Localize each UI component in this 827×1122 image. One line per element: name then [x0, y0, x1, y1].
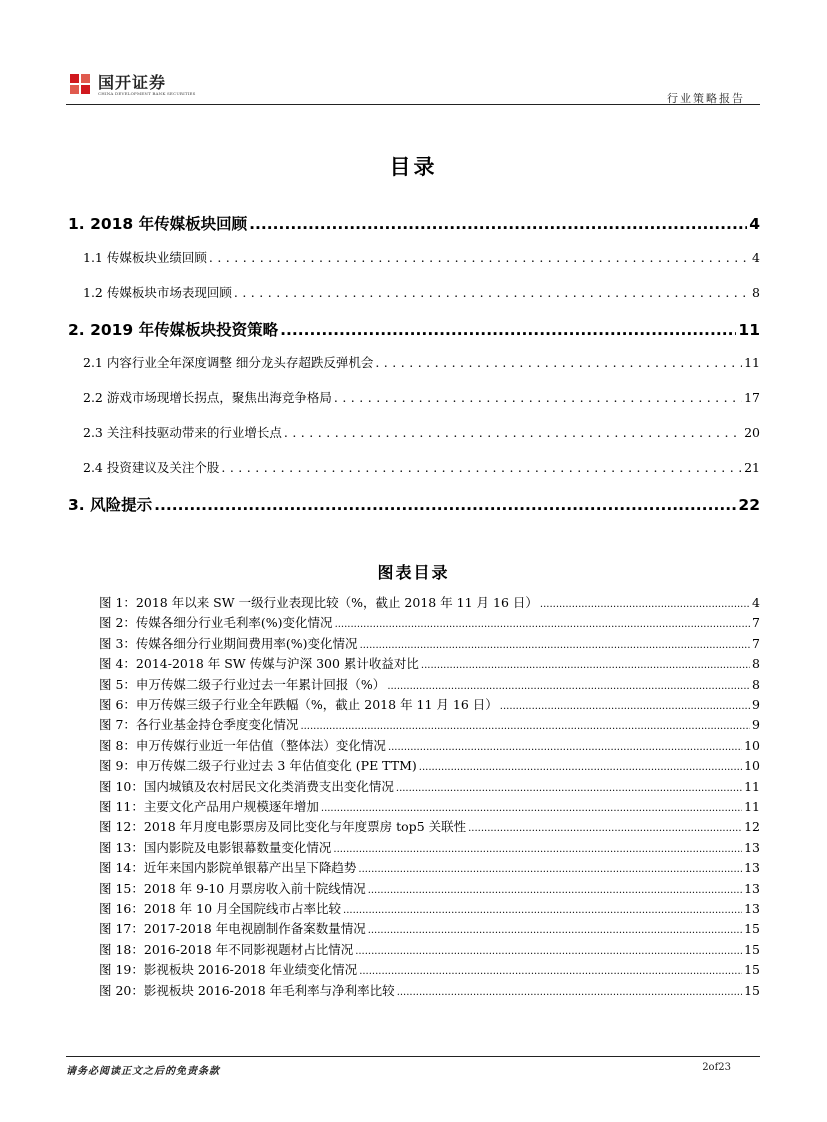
figure-entry-label: 图 13：国内影院及电影银幕数量变化情况 — [99, 839, 332, 855]
figure-entry-label: 图 5：申万传媒二级子行业过去一年累计回报（%） — [99, 676, 386, 692]
figure-leader — [321, 803, 742, 814]
toc-entry[interactable] — [83, 388, 760, 406]
toc-entry-label: 1.1 传媒板块业绩回顾 — [83, 250, 207, 265]
figure-entry-label: 图 11：主要文化产品用户规模逐年增加 — [99, 799, 319, 814]
report-type: 行业策略报告 — [667, 92, 745, 105]
toc-entry[interactable] — [68, 212, 760, 234]
figure-entry[interactable] — [99, 981, 760, 1001]
figure-leader — [333, 844, 742, 855]
figure-leader — [419, 762, 742, 773]
figure-leader — [359, 966, 742, 977]
toc-entry[interactable] — [83, 283, 760, 301]
toc-entry-label: 2.2 游戏市场现增长拐点，聚焦出海竞争格局 — [83, 390, 332, 405]
figure-entry-page: 9 — [752, 697, 760, 712]
toc-entry-page: 8 — [752, 285, 760, 300]
figure-entry[interactable] — [99, 634, 760, 654]
figure-entry-page: 13 — [744, 860, 760, 876]
figure-leader — [335, 619, 750, 630]
company-logo — [70, 74, 196, 98]
figure-leader — [468, 823, 742, 834]
figure-entry-page: 15 — [744, 982, 760, 998]
toc-entry[interactable] — [68, 493, 760, 515]
toc-entry-label: 2.1 内容行业全年深度调整 细分龙头存超跌反弹机会 — [83, 355, 374, 370]
figure-entry-page: 15 — [744, 962, 760, 978]
figure-entry-page: 11 — [744, 778, 760, 794]
toc-entry-page: 21 — [744, 460, 760, 475]
figure-entry-label: 图 9：申万传媒二级子行业过去 3 年估值变化 (PE TTM) — [99, 758, 417, 774]
figure-leader — [358, 864, 742, 875]
header-divider — [66, 104, 760, 105]
page-indicator: 2of23 — [702, 1062, 731, 1073]
toc-entry-page: 11 — [744, 355, 760, 370]
figure-entry-label: 图 3：传媒各细分行业期间费用率(%)变化情况 — [99, 635, 358, 651]
figure-entry[interactable] — [99, 593, 760, 613]
toc-leader — [234, 285, 750, 300]
toc-title: 目录 — [389, 155, 438, 179]
figure-entry-label: 图 20：影视板块 2016-2018 年毛利率与净利率比较 — [99, 982, 395, 998]
figure-leader — [500, 701, 750, 712]
figure-entry-page: 13 — [744, 880, 760, 896]
logo-mark-icon — [70, 74, 92, 96]
toc-entry-page: 11 — [738, 321, 760, 339]
toc-entry-page: 17 — [744, 390, 760, 405]
figure-entry-label: 图 15：2018 年 9-10 月票房收入前十院线情况 — [99, 880, 366, 896]
figure-leader — [368, 925, 742, 936]
figure-entry[interactable] — [99, 777, 760, 797]
figure-leader — [388, 742, 742, 753]
figure-leader — [355, 946, 742, 957]
figure-entry-label: 图 12：2018 年月度电影票房及同比变化与年度票房 top5 关联性 — [99, 819, 467, 835]
figure-leader — [540, 599, 750, 610]
toc-entry[interactable] — [83, 353, 760, 371]
figure-entry[interactable] — [99, 613, 760, 633]
figure-leader — [343, 905, 742, 916]
figure-entry[interactable] — [99, 817, 760, 837]
figure-leader — [368, 885, 742, 896]
figure-entry-label: 图 1：2018 年以来 SW 一级行业表现比较（%，截止 2018 年 11 月 16 日） — [99, 595, 538, 610]
toc-entry[interactable] — [68, 318, 760, 340]
figure-entry-label: 图 17：2017-2018 年电视剧制作备案数量情况 — [99, 921, 366, 937]
figure-list-title: 图表目录 — [377, 563, 450, 582]
figure-entry[interactable] — [99, 940, 760, 960]
toc-leader — [209, 250, 750, 265]
figure-entry[interactable] — [99, 756, 760, 776]
figure-entry[interactable] — [99, 675, 760, 695]
figure-entry-page: 9 — [752, 717, 760, 733]
figure-entry-page: 10 — [744, 758, 760, 774]
figure-leader — [387, 681, 750, 692]
toc-entry-label: 1. 2018 年传媒板块回顾 — [68, 215, 248, 233]
figure-entry[interactable] — [99, 919, 760, 939]
figure-entry[interactable] — [99, 899, 760, 919]
figure-entry-page: 13 — [744, 901, 760, 916]
toc-leader — [334, 390, 742, 405]
figure-entry-label: 图 14：近年来国内影院单银幕产出呈下降趋势 — [99, 860, 357, 876]
toc-entry-page: 4 — [752, 250, 760, 265]
figure-entry-page: 11 — [744, 799, 760, 814]
figure-entry[interactable] — [99, 858, 760, 878]
figure-entry-page: 8 — [752, 656, 760, 672]
figure-entry-page: 15 — [744, 921, 760, 937]
figure-entry[interactable] — [99, 960, 760, 980]
figure-entry-page: 4 — [752, 595, 760, 610]
figure-entry-label: 图 18：2016-2018 年不同影视题材占比情况 — [99, 941, 354, 957]
footer-divider — [66, 1056, 760, 1057]
footer-disclaimer: 请务必阅读正文之后的免责条款 — [66, 1066, 220, 1077]
toc-entry-page: 22 — [738, 496, 760, 514]
figure-entry[interactable] — [99, 879, 760, 899]
figure-entry-label: 图 7：各行业基金持仓季度变化情况 — [99, 717, 299, 733]
figure-entry-label: 图 2：传媒各细分行业毛利率(%)变化情况 — [99, 615, 333, 631]
figure-entry[interactable] — [99, 797, 760, 817]
figure-entry-page: 13 — [744, 839, 760, 855]
toc-leader — [284, 425, 742, 440]
figure-entry-label: 图 19：影视板块 2016-2018 年业绩变化情况 — [99, 962, 358, 978]
logo-subtitle: CHINA DEVELOPMENT BANK SECURITIES — [98, 91, 196, 96]
toc-entry-label: 2.3 关注科技驱动带来的行业增长点 — [83, 425, 282, 440]
figure-entry-label: 图 8：申万传媒行业近一年估值（整体法）变化情况 — [99, 737, 386, 753]
toc-entry-label: 1.2 传媒板块市场表现回顾 — [83, 285, 232, 300]
figure-entry-page: 7 — [752, 635, 760, 651]
toc-entry-label: 2. 2019 年传媒板块投资策略 — [68, 321, 279, 339]
toc-leader — [221, 460, 742, 475]
toc-entry-page: 20 — [744, 425, 760, 440]
figure-entry-label: 图 4：2014-2018 年 SW 传媒与沪深 300 累计收益对比 — [99, 656, 419, 672]
toc-entry[interactable] — [83, 423, 760, 441]
figure-leader — [396, 783, 742, 794]
toc-entry-label: 3. 风险提示 — [68, 496, 153, 514]
toc-leader — [375, 355, 742, 370]
figure-entry-page: 15 — [744, 941, 760, 957]
figure-entry[interactable] — [99, 715, 760, 735]
toc-entry[interactable] — [83, 458, 760, 476]
toc-entry-label: 2.4 投资建议及关注个股 — [83, 460, 220, 475]
figure-entry[interactable] — [99, 654, 760, 674]
toc-leader — [154, 496, 736, 514]
toc-leader — [249, 215, 747, 233]
figure-entry-page: 12 — [744, 819, 760, 835]
figure-leader — [421, 660, 750, 671]
logo-name: 国开证券 — [98, 73, 167, 92]
figure-leader — [300, 721, 750, 732]
figure-entry[interactable] — [99, 838, 760, 858]
figure-entry-page: 10 — [744, 737, 760, 753]
toc-entry[interactable] — [83, 248, 760, 266]
figure-entry-label: 图 10：国内城镇及农村居民文化类消费支出变化情况 — [99, 778, 394, 794]
toc-entry-page: 4 — [749, 215, 760, 233]
figure-entry-page: 7 — [752, 615, 760, 631]
figure-entry[interactable] — [99, 736, 760, 756]
figure-entry-label: 图 6：申万传媒三级子行业全年跌幅（%，截止 2018 年 11 月 16 日） — [99, 697, 498, 712]
figure-entry-label: 图 16：2018 年 10 月全国院线市占率比较 — [99, 901, 342, 916]
toc-leader — [280, 321, 736, 339]
figure-entry[interactable] — [99, 695, 760, 715]
figure-leader — [360, 640, 750, 651]
figure-entry-page: 8 — [752, 676, 760, 692]
figure-leader — [397, 987, 742, 998]
